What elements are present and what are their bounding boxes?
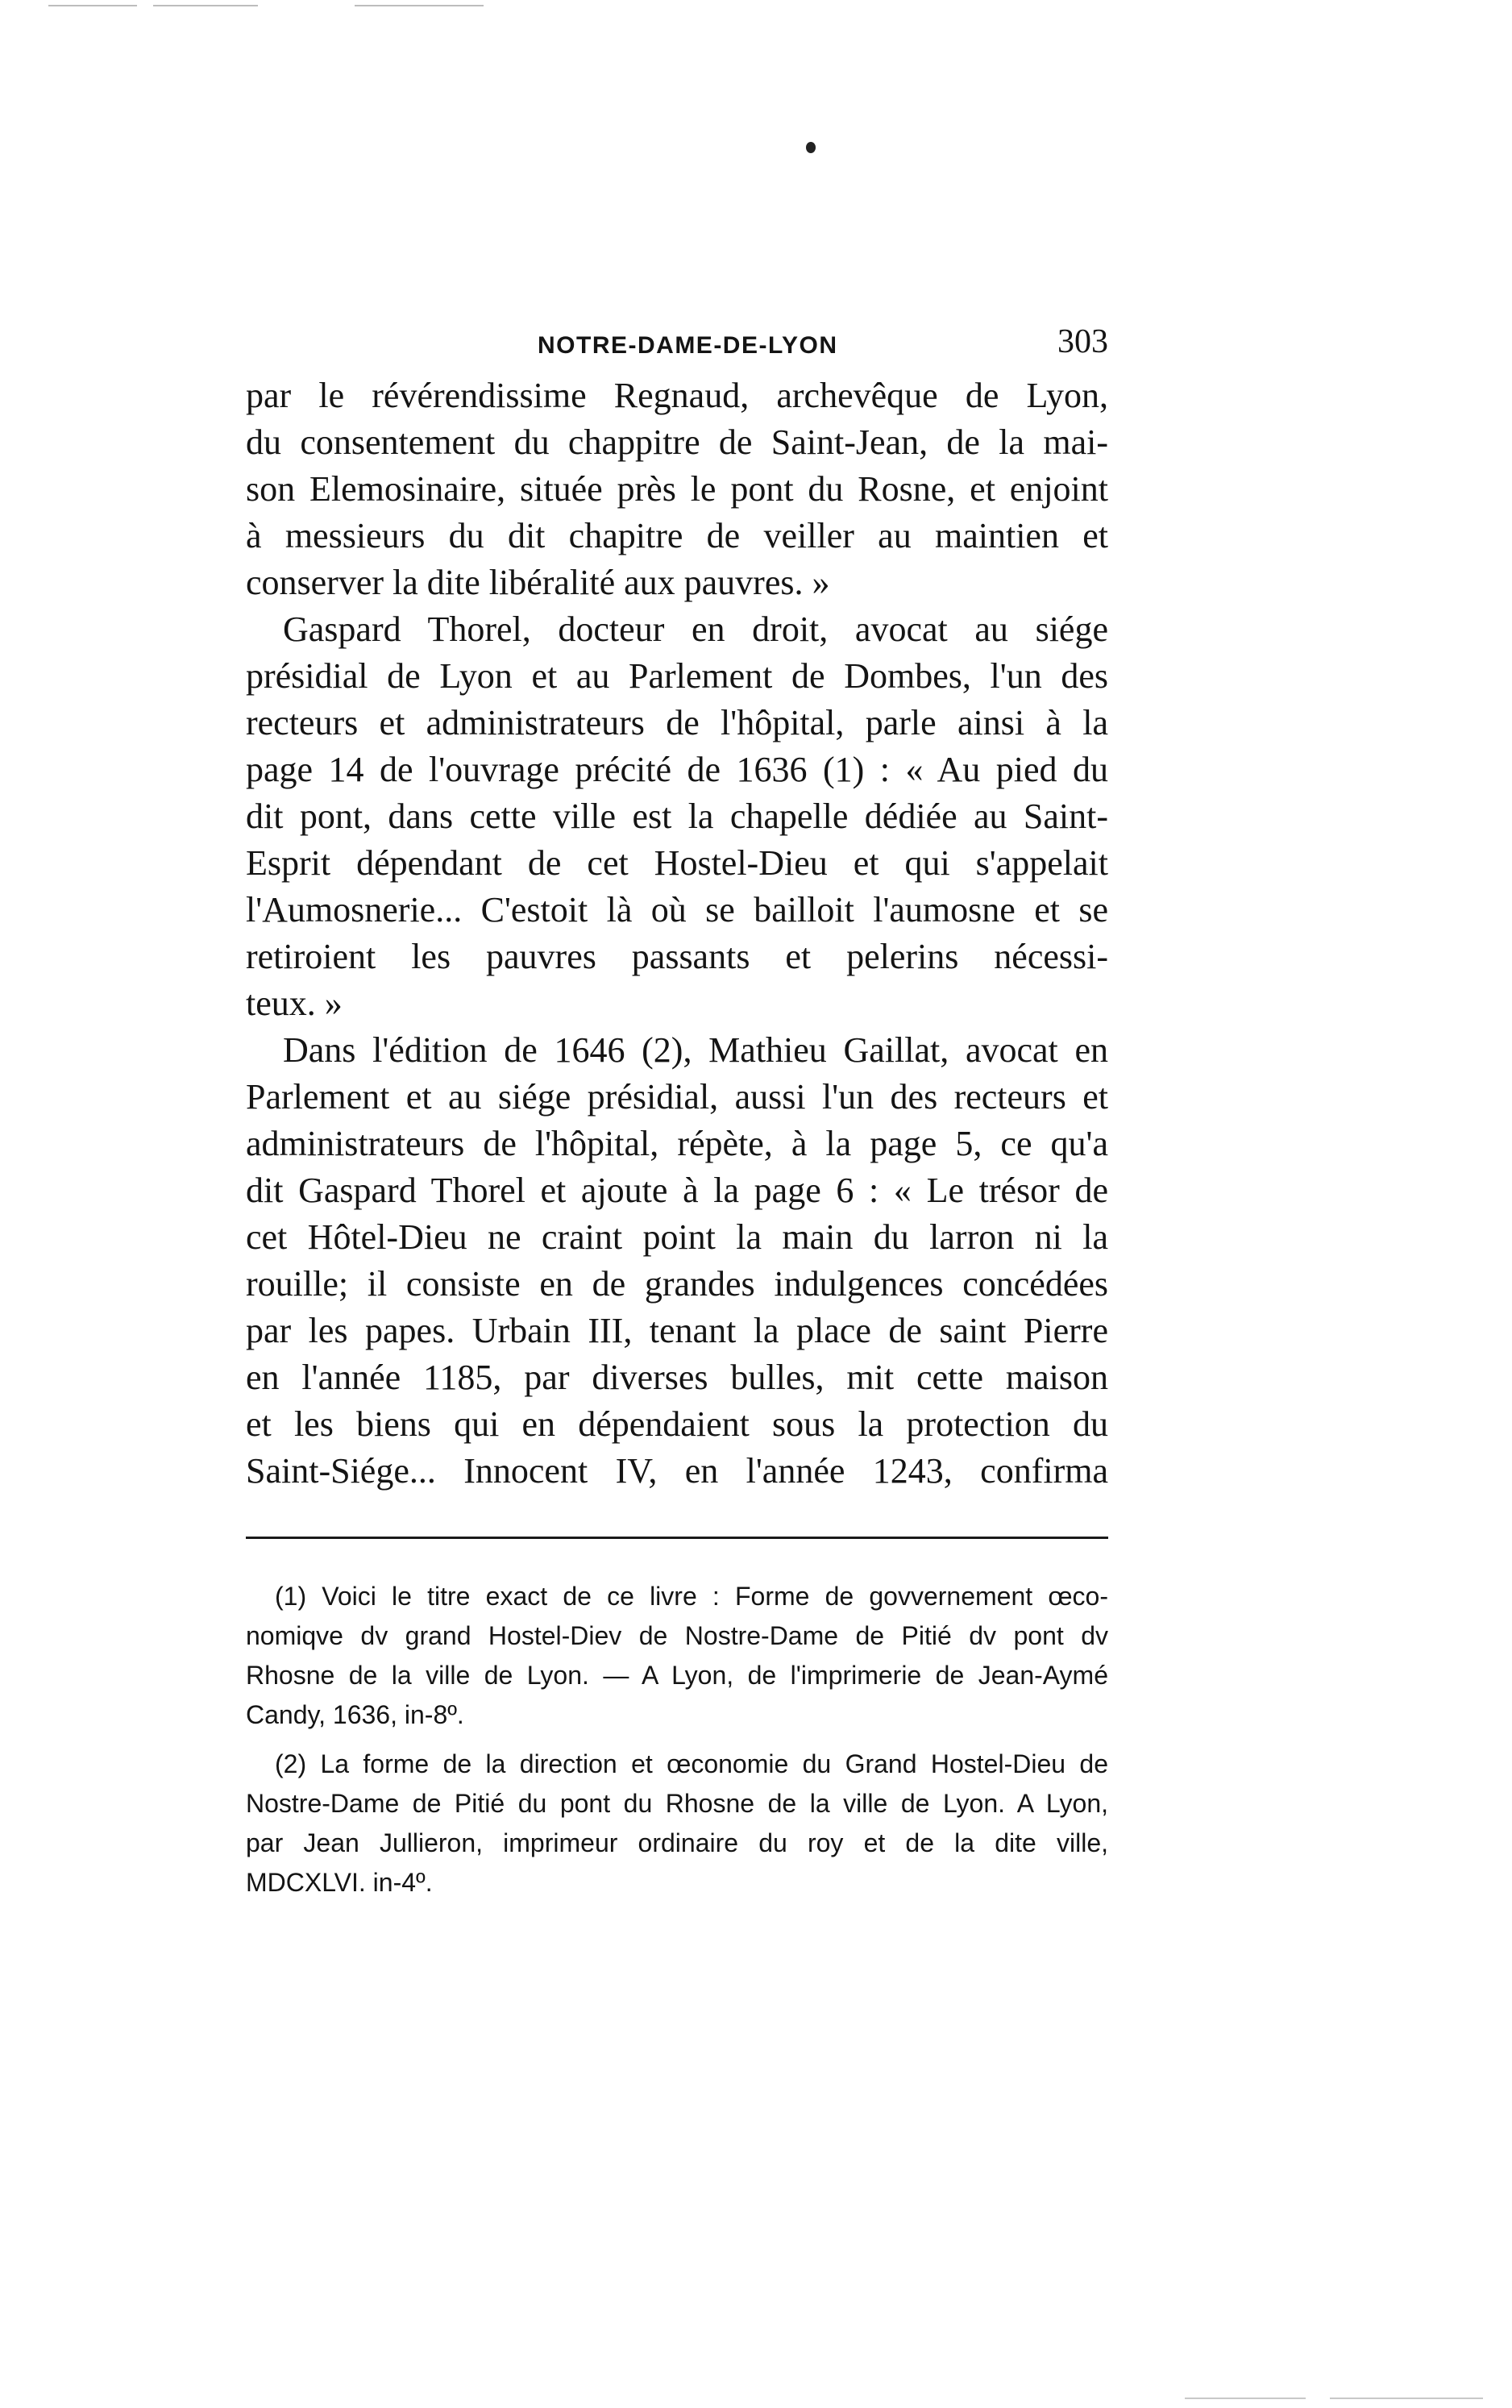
text-line: Esprit dépendant de cet Hostel-Dieu et qui s'appelait [246,843,1108,883]
text-line: rouille; il consiste en de grandes indulgences concédées [246,1264,1108,1304]
text-line: page 14 de l'ouvrage précité de 1636 (1) : « Au pied du [246,750,1108,789]
footnote-line: Candy, 1636, in-8º. [246,1700,464,1729]
footnote-line: par Jean Jullieron, imprimeur ordinaire du roy et de la dite ville, [246,1828,1108,1857]
footnotes [246,1577,1108,1903]
footnote-line: (2) La forme de la direction et œconomie du Grand Hostel-Dieu de [275,1749,1108,1778]
text-line: teux. » [246,984,343,1023]
running-title: NOTRE-DAME-DE-LYON [538,332,838,359]
footnote-separator [246,1537,1108,1539]
scan-edge-marks [0,0,1512,8]
footnote-line: MDCXLVI. in-4º. [246,1868,433,1897]
text-line: en l'année 1185, par diverses bulles, mit cette maison [246,1358,1108,1397]
text-line: conserver la dite libéralité aux pauvres. » [246,563,830,602]
footnote-line: (1) Voici le titre exact de ce livre : Forme de govvernement œco- [275,1582,1108,1611]
main-text [246,372,1108,1495]
footnote-1 [246,1577,1108,1735]
ink-dot [806,142,816,153]
footnote-line: nomiqve dv grand Hostel-Diev de Nostre-Dame de Pitié dv pont dv [246,1621,1108,1650]
text-line: Dans l'édition de 1646 (2), Mathieu Gaillat, avocat en [283,1030,1108,1070]
text-line: son Elemosinaire, située près le pont du Rosne, et enjoint [246,469,1108,509]
running-head [246,322,1108,368]
text-line: par le révérendissime Regnaud, archevêque de Lyon, [246,376,1108,415]
footnote-line: Nostre-Dame de Pitié du pont du Rhosne de la ville de Lyon. A Lyon, [246,1789,1108,1818]
text-line: administrateurs de l'hôpital, répète, à la page 5, ce qu'a [246,1124,1108,1163]
text-line: présidial de Lyon et au Parlement de Dombes, l'un des [246,656,1108,696]
text-line: recteurs et administrateurs de l'hôpital, parle ainsi à la [246,703,1108,742]
text-line: Gaspard Thorel, docteur en droit, avocat au siége [283,609,1108,649]
text-line: retiroient les pauvres passants et pelerins nécessi- [246,937,1108,976]
text-line: à messieurs du dit chapitre de veiller au maintien et [246,516,1108,555]
footnote-line: Rhosne de la ville de Lyon. — A Lyon, de l'imprimerie de Jean-Aymé [246,1661,1108,1690]
page-number: 303 [1057,323,1108,360]
text-line: du consentement du chappitre de Saint-Jean, de la mai- [246,422,1108,462]
footnote-2 [246,1745,1108,1903]
text-line: l'Aumosnerie... C'estoit là où se bailloit l'aumosne et se [246,890,1108,930]
text-line: et les biens qui en dépendaient sous la protection du [246,1404,1108,1444]
text-line: par les papes. Urbain III, tenant la place de saint Pierre [246,1311,1108,1350]
text-line: cet Hôtel-Dieu ne craint point la main du larron ni la [246,1217,1108,1257]
text-line: dit pont, dans cette ville est la chapelle dédiée au Saint- [246,796,1108,836]
text-line: dit Gaspard Thorel et ajoute à la page 6 : « Le trésor de [246,1171,1108,1210]
text-line: Parlement et au siége présidial, aussi l'un des recteurs et [246,1077,1108,1117]
text-line: Saint-Siége... Innocent IV, en l'année 1243, confirma [246,1451,1108,1491]
